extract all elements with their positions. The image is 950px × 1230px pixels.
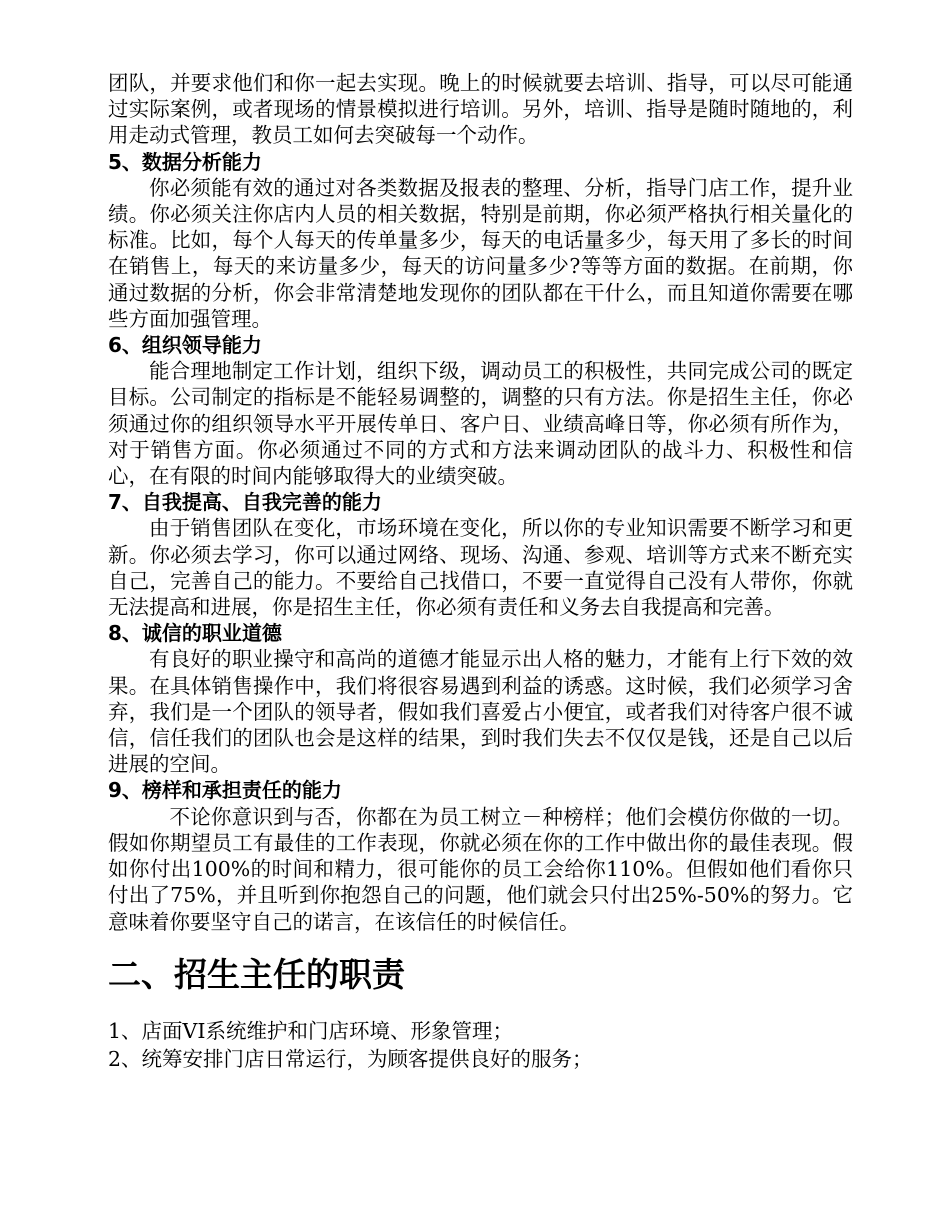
section-title-responsibilities: 二、招生主任的职责: [108, 954, 405, 994]
heading-role-model: 9、榜样和承担责任的能力: [108, 778, 342, 803]
heading-leadership: 6、组织领导能力: [108, 333, 262, 358]
intro-paragraph: 团队，并要求他们和你一起去实现。晚上的时候就要去培训、指导，可以尽可能通过实际案例，或者现场的情景模拟进行培训。另外，培训、指导是随时随地的，利用走动式管理，教员工如何去突破每一个动作。: [108, 71, 853, 148]
paragraph-role-model: 不论你意识到与否，你都在为员工树立－种榜样；他们会模仿你做的一切。假如你期望员工有最佳的工作表现，你就必须在你的工作中做出你的最佳表现。假如你付出100%的时间和精力，很可能你的员工会给你110%。但假如他们看你只付出了75%，并且听到你抱怨自己的问题，他们就会只付出25%-50%的努力。它意味着你要坚守自己的诺言，在该信任的时候信任。: [108, 804, 853, 934]
document-page: [108, 70, 853, 1073]
paragraph-data-analysis: 你必须能有效的通过对各类数据及报表的整理、分析，指导门店工作，提升业绩。你必须关注你店内人员的相关数据，特别是前期，你必须严格执行相关量化的标准。比如，每个人每天的传单量多少，每天的电话量多少，每天用了多长的时间在销售上，每天的来访量多少，每天的访问量多少?等等方面的数据。在前期，你通过数据的分析，你会非常清楚地发现你的团队都在干什么，而且知道你需要在哪些方面加强管理。: [108, 175, 853, 331]
heading-integrity: 8、诚信的职业道德: [108, 621, 282, 646]
paragraph-self-improvement: 由于销售团队在变化，市场环境在变化，所以你的专业知识需要不断学习和更新。你必须去学习，你可以通过网络、现场、沟通、参观、培训等方式来不断充实自己，完善自己的能力。不要给自己找借口，不要一直觉得自己没有人带你，你就无法提高和进展，你是招生主任，你必须有责任和义务去自我提高和完善。: [108, 516, 853, 620]
list-item: 1、店面VI系统维护和门店环境、形象管理；: [108, 1018, 513, 1043]
heading-self-improvement: 7、自我提高、自我完善的能力: [108, 490, 382, 515]
paragraph-leadership: 能合理地制定工作计划，组织下级，调动员工的积极性，共同完成公司的既定目标。公司制定的指标是不能轻易调整的，调整的只有方法。你是招生主任，你必须通过你的组织领导水平开展传单日、客户日、业绩高峰日等，你必须有所作为，对于销售方面。你必须通过不同的方式和方法来调动团队的战斗力、积极性和信心，在有限的时间内能够取得大的业绩突破。: [108, 359, 853, 489]
heading-data-analysis: 5、数据分析能力: [108, 149, 262, 174]
list-item: 2、统筹安排门店日常运行，为顾客提供良好的服务；: [108, 1046, 593, 1071]
paragraph-integrity: 有良好的职业操守和高尚的道德才能显示出人格的魅力，才能有上行下效的效果。在具体销售操作中，我们将很容易遇到利益的诱惑。这时候，我们必须学习舍弃，我们是一个团队的领导者，假如我们喜爱占小便宜，或者我们对待客户很不诚信，信任我们的团队也会是这样的结果，到时我们失去不仅仅是钱，还是自己以后进展的空间。: [108, 647, 853, 777]
